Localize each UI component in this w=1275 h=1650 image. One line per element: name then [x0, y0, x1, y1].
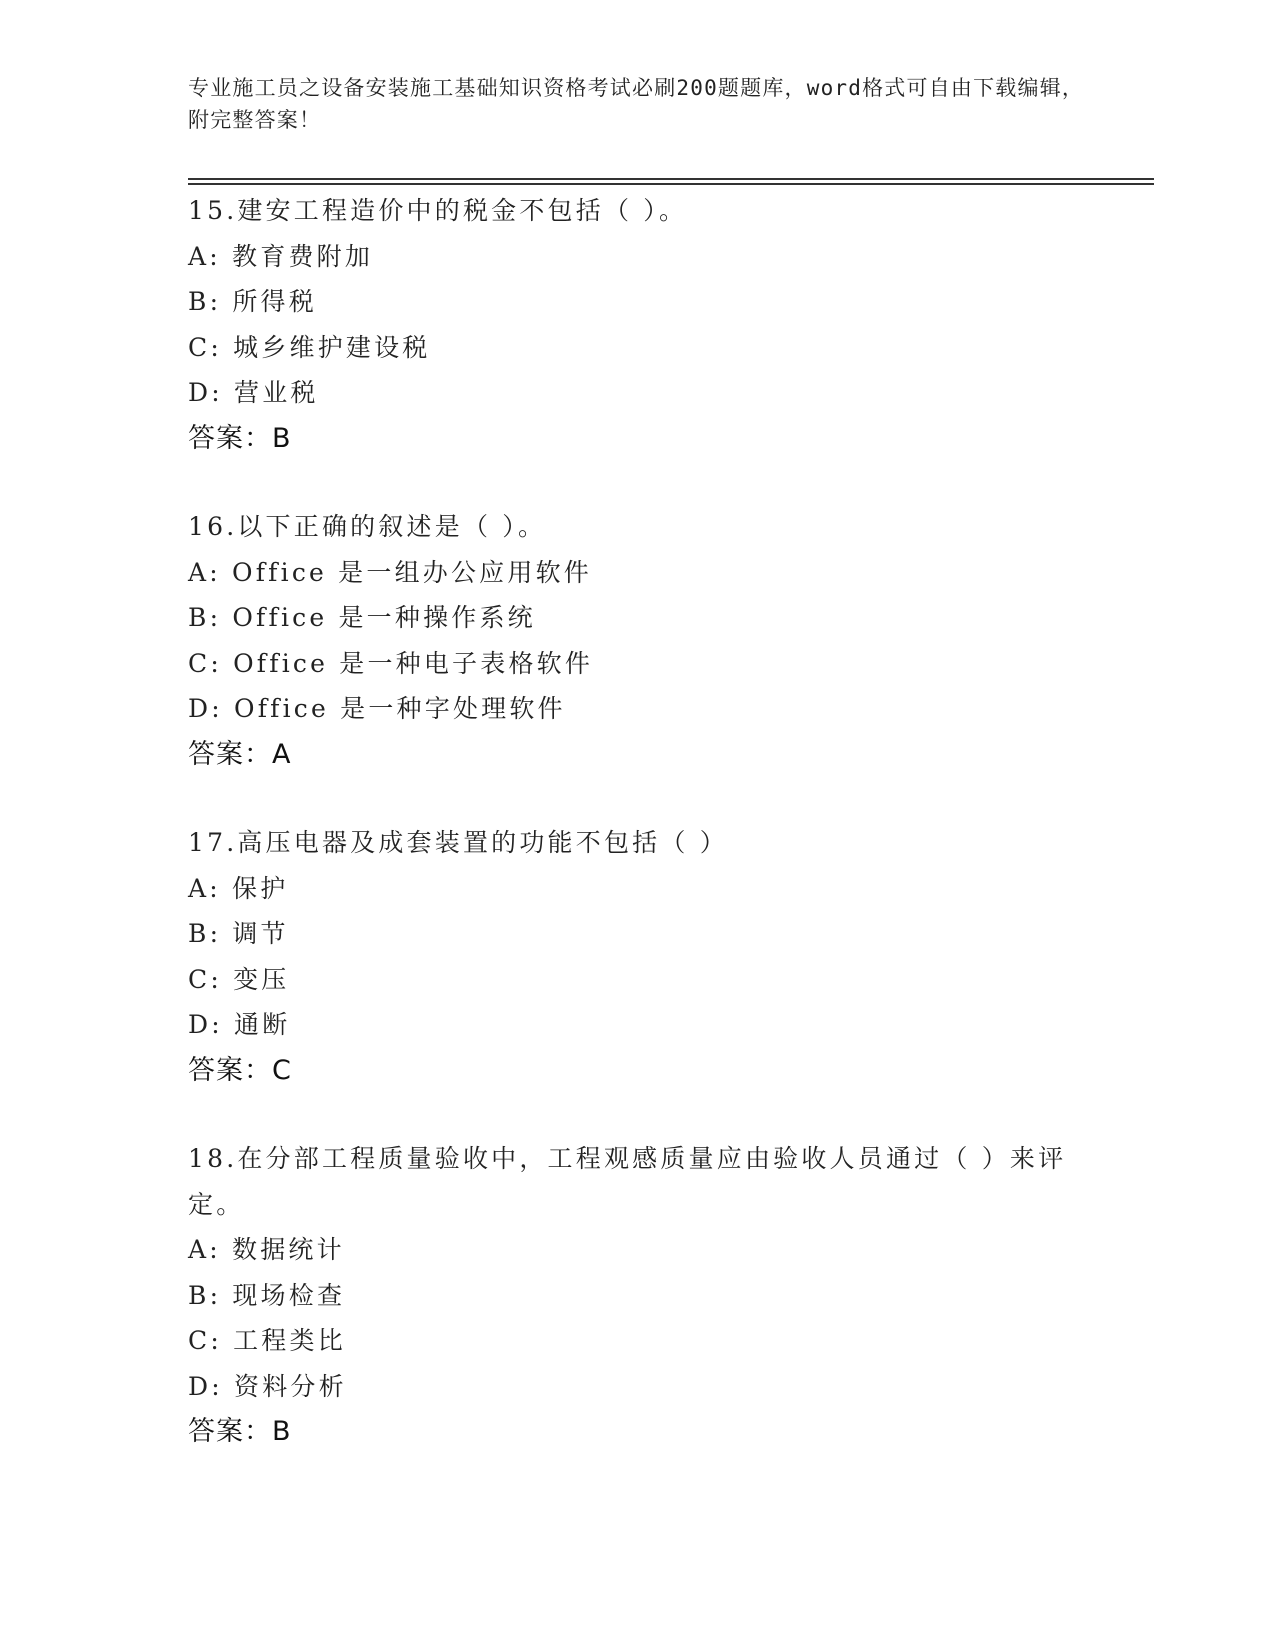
- answer-line: 答案：C: [188, 1054, 292, 1086]
- question-stem: 18.在分部工程质量验收中，工程观感质量应由验收人员通过（ ）来评定。: [188, 1144, 1067, 1219]
- question-stem: 15.建安工程造价中的税金不包括（ ）。: [188, 196, 688, 225]
- option-b: B: 调节: [188, 919, 289, 948]
- option-c: C: 工程类比: [188, 1326, 346, 1355]
- option-b: B: 现场检查: [188, 1280, 346, 1310]
- question-18: [188, 1136, 1088, 1455]
- option-a: A: 保护: [188, 873, 289, 903]
- option-b: B: 所得税: [188, 287, 317, 316]
- question-15: [188, 188, 1088, 461]
- option-a: A: 教育费附加: [188, 241, 374, 271]
- option-c: C: Office 是一种电子表格软件: [188, 648, 594, 678]
- question-stem: 17.高压电器及成套装置的功能不包括（ ）: [188, 828, 728, 857]
- header-divider-bottom: [188, 183, 1154, 185]
- option-d: D: Office 是一种字处理软件: [188, 694, 566, 723]
- question-17: [188, 820, 1088, 1093]
- option-c: C: 变压: [188, 964, 290, 994]
- document-header: 专业施工员之设备安装施工基础知识资格考试必刷200题题库，word格式可自由下载编辑，附完整答案！: [188, 76, 1085, 132]
- option-d: D: 通断: [188, 1010, 291, 1039]
- option-d: D: 资料分析: [188, 1371, 347, 1401]
- question-16: [188, 504, 1088, 777]
- answer-line: 答案：A: [188, 738, 292, 770]
- option-b: B: Office 是一种操作系统: [188, 603, 536, 632]
- header-divider-top: [188, 178, 1154, 180]
- option-a: A: 数据统计: [188, 1235, 345, 1264]
- option-c: C: 城乡维护建设税: [188, 332, 431, 362]
- option-a: A: Office 是一组办公应用软件: [188, 557, 592, 587]
- answer-line: 答案：B: [188, 1416, 292, 1447]
- answer-line: 答案：B: [188, 422, 292, 454]
- option-d: D: 营业税: [188, 378, 319, 407]
- question-stem: 16.以下正确的叙述是（ ）。: [188, 512, 547, 541]
